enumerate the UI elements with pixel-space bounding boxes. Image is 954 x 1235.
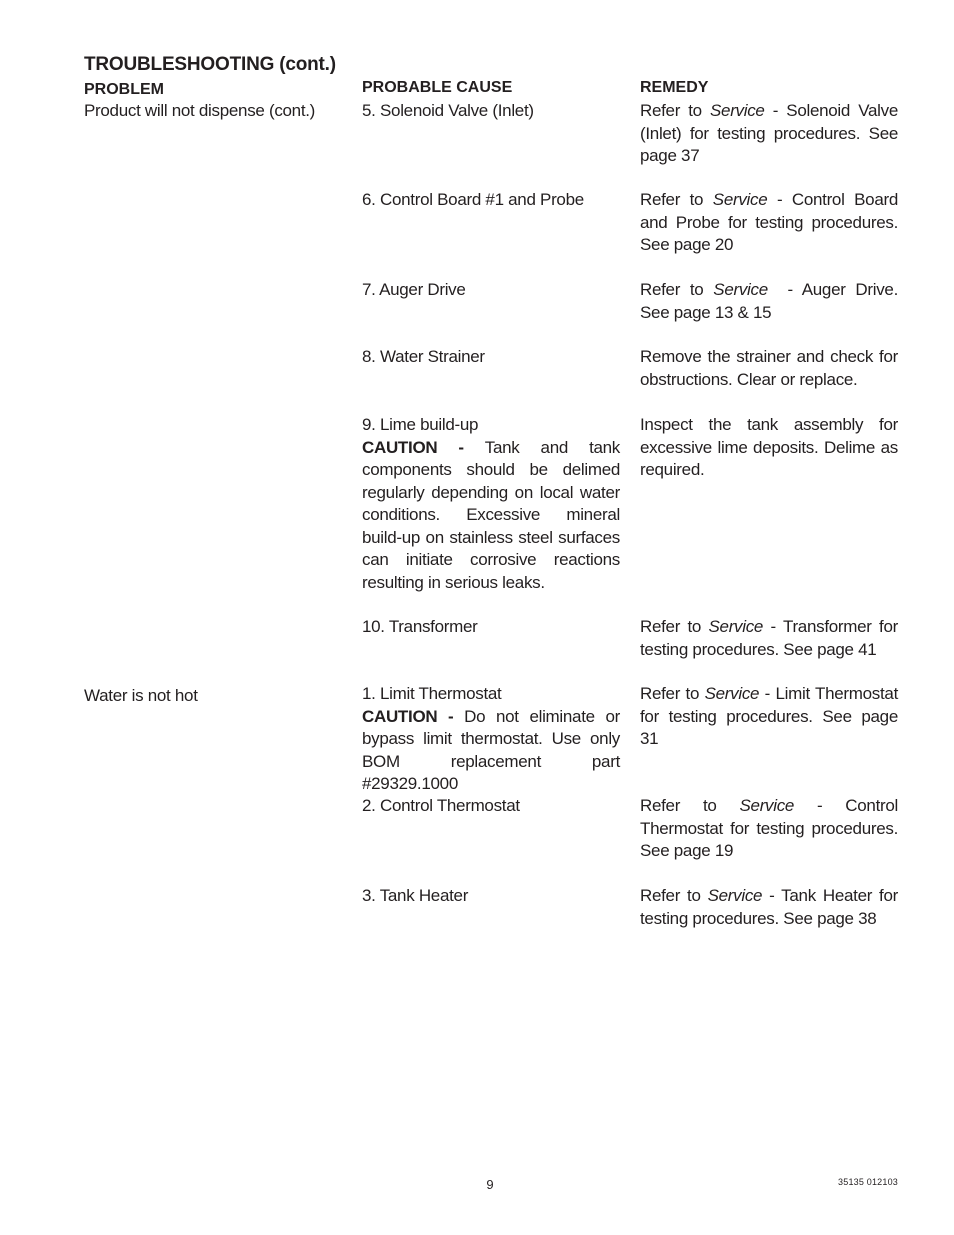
remedy-service-ref: Service xyxy=(708,617,764,636)
remedy-text: - Auger Drive. See page 13 & 15 xyxy=(640,280,903,322)
page-title: TROUBLESHOOTING (cont.) xyxy=(84,54,336,75)
remedy-service-ref: Service xyxy=(713,280,768,299)
remedy-text: - Transformer for testing procedures. See page 41 xyxy=(640,617,898,659)
remedy-header: REMEDY xyxy=(640,79,709,96)
cause-solenoid-valve: 5. Solenoid Valve (Inlet) xyxy=(362,101,534,120)
remedy-service-ref: Service xyxy=(710,101,765,120)
remedy-text: Refer to xyxy=(640,280,714,299)
remedy-service-ref: Service xyxy=(712,190,768,209)
cause-limit-thermostat xyxy=(362,683,620,796)
cause-title: 1. Limit Thermostat xyxy=(362,684,502,703)
remedy-lime-buildup: Inspect the tank assembly for excessive lime deposits. Delime as required. xyxy=(640,415,898,479)
cause-control-thermostat: 2. Control Thermostat xyxy=(362,796,520,815)
remedy-control-thermostat xyxy=(640,795,898,863)
document-code: 35135 012103 xyxy=(838,1177,898,1187)
remedy-text: - Control Thermostat for testing procedures. See page 19 xyxy=(640,796,898,860)
remedy-service-ref: Service xyxy=(707,886,763,905)
remedy-text: Refer to xyxy=(640,617,709,636)
remedy-text: Refer to xyxy=(640,796,740,815)
problem-header: PROBLEM xyxy=(84,81,164,98)
remedy-limit-thermostat xyxy=(640,683,898,751)
caution-label: CAUTION - xyxy=(362,437,485,457)
probable-cause-header: PROBABLE CAUSE xyxy=(362,79,513,96)
remedy-text: Refer to xyxy=(640,886,708,905)
caution-label: CAUTION - xyxy=(362,706,465,726)
cause-title: 9. Lime build-up xyxy=(362,415,479,434)
remedy-service-ref: Service xyxy=(739,796,795,815)
page-number: 9 xyxy=(486,1177,494,1192)
remedy-water-strainer: Remove the strainer and check for obstructions. Clear or replace. xyxy=(640,347,898,389)
cause-water-strainer: 8. Water Strainer xyxy=(362,347,485,366)
caution-text: Tank and tank components should be delimed regularly depending on local water conditions. Excessive mineral build-up on stainless steel surfaces can initiate corrosive reactions resulting in serious leaks. xyxy=(362,437,620,592)
cause-transformer: 10. Transformer xyxy=(362,617,478,636)
caution-text: Do not eliminate or bypass limit thermostat. Use only BOM replacement part #29329.1000 xyxy=(362,706,621,793)
remedy-text: Refer to xyxy=(640,101,710,120)
remedy-text: Refer to xyxy=(640,684,705,703)
problem-product-not-dispense: Product will not dispense (cont.) xyxy=(84,101,316,120)
remedy-transformer xyxy=(640,616,898,661)
remedy-auger-drive xyxy=(640,279,903,324)
cause-auger-drive: 7. Auger Drive xyxy=(362,280,466,299)
cause-lime-buildup xyxy=(362,414,620,594)
cause-control-board: 6. Control Board #1 and Probe xyxy=(362,190,584,209)
remedy-text: Refer to xyxy=(640,190,713,209)
remedy-text: - Control Board and Probe for testing procedures. See page 20 xyxy=(640,190,898,254)
remedy-text: - Tank Heater for testing procedures. See page 38 xyxy=(640,886,898,928)
remedy-solenoid-valve xyxy=(640,100,898,168)
cause-tank-heater: 3. Tank Heater xyxy=(362,886,469,905)
remedy-text: - Solenoid Valve (Inlet) for testing procedures. See page 37 xyxy=(640,101,898,165)
remedy-tank-heater xyxy=(640,885,898,930)
remedy-service-ref: Service xyxy=(704,684,760,703)
problem-water-not-hot: Water is not hot xyxy=(84,686,198,705)
remedy-control-board xyxy=(640,189,898,257)
remedy-text: - Limit Thermostat for testing procedures. See page 31 xyxy=(640,684,899,748)
